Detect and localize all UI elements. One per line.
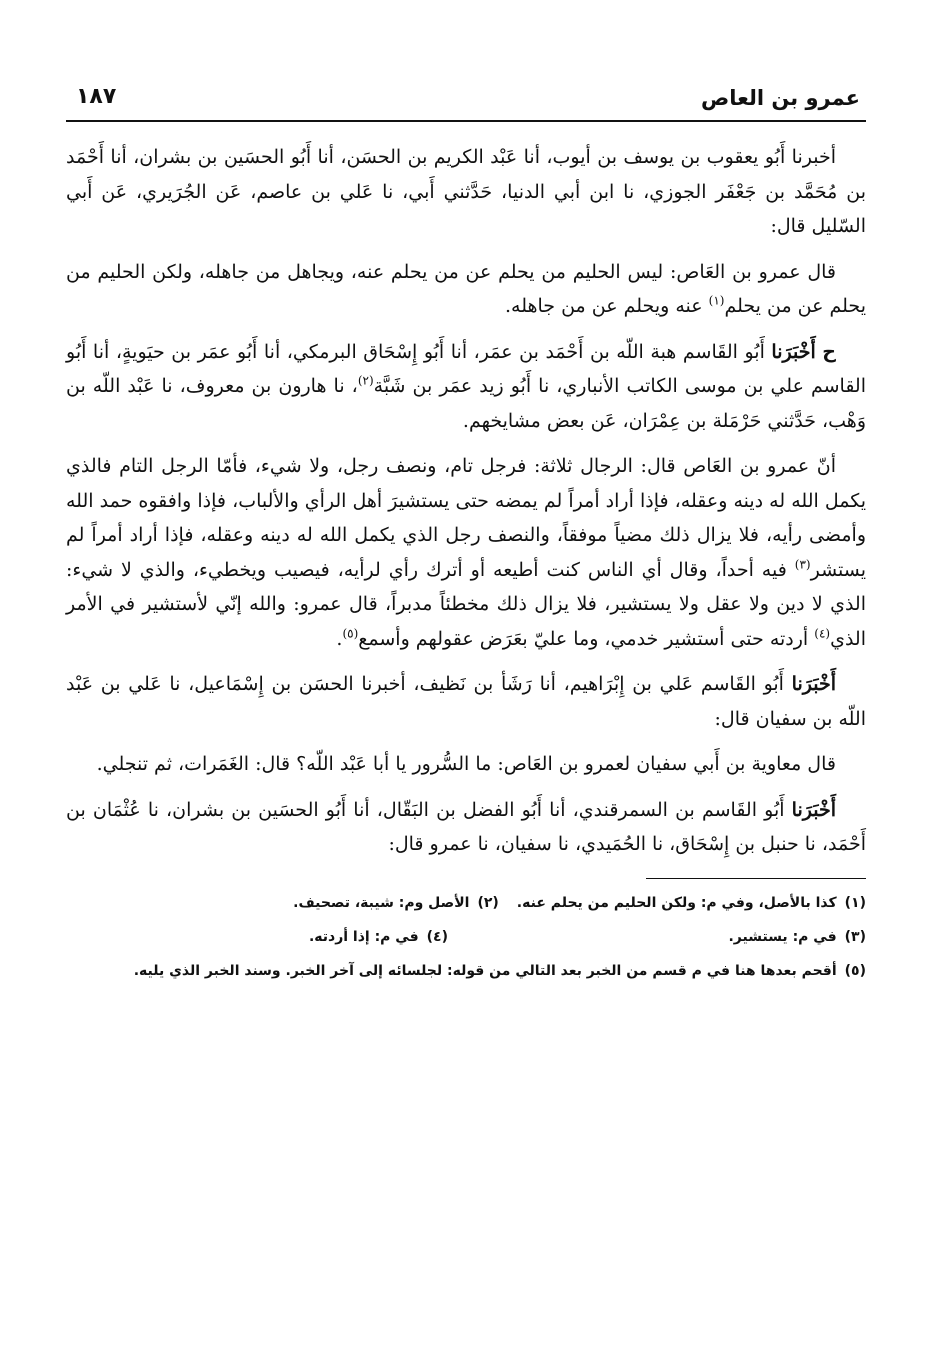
footnote-ref-1: (١) <box>708 293 725 308</box>
hadith-transition-sign: ح <box>822 340 836 363</box>
footnote-ref-3: (٣) <box>794 557 811 572</box>
footnote-ref-4: (٤) <box>814 626 831 641</box>
paragraph-4 <box>66 449 866 656</box>
footnote-number: (١) <box>844 894 866 911</box>
footnote-text: الأصل وم: شيبة، تصحيف. <box>293 894 470 911</box>
footnote-row <box>66 893 866 913</box>
paragraph-text: أَبُو القَاسم عَلي بن إِبْرَاهيم، أنا رَشَأ بن نَظيف، أخبرنا الحسَن بن إِسْمَاعيل، نا عَلي بن عَبْد اللّه بن سفيان قال: <box>66 673 866 730</box>
footnote-2 <box>293 893 499 913</box>
paragraph-text-tail-3: . <box>336 627 343 650</box>
footnote-ref-2: (٢) <box>357 373 374 388</box>
paragraph-text-tail: فيه أحداً، وقال أي الناس كنت أطيعه أو أترك رأي لرأيه، فيصيب ويخطيء، والذي لا شيء: الذي لا دين ولا عقل ولا يستشير، فلا يزال ذلك مخطئاً مدبراً، قال عمرو: والله إنّي لأستشير في الأمر الذي <box>66 558 866 650</box>
paragraph-text: أَبُو القَاسم هبة اللّه بن أَحْمَد بن عمَر، أنا أَبُو إِسْحَاق البرمكي، أنا أَبُو عمَر بن حيَويةٍ، أنا أَبُو القاسم علي بن موسى الكاتب الأنباري، نا أَبُو زيد عمَر بن شَبَّة <box>66 340 866 397</box>
footnote-number: (٢) <box>477 894 499 911</box>
footnote-text: في م: إذا أردته. <box>308 928 419 945</box>
running-header <box>66 78 866 122</box>
footnote-ref-5: (٥) <box>342 626 359 641</box>
book-page <box>66 78 866 1308</box>
footnote-number: (٥) <box>844 962 866 979</box>
paragraph-5 <box>66 667 866 736</box>
running-title: عمرو بن العاص <box>700 86 860 110</box>
footnote-number: (٣) <box>844 928 866 945</box>
footnote-5 <box>134 961 866 981</box>
paragraph-text: أنّ عمرو بن العَاص قال: الرجال ثلاثة: فرجل تام، ونصف رجل، ولا شيء، فأمّا الرجل التام فالذي يكمل الله له دينه وعقله، فإذا أراد أمراً لم يمضه حتى يستشيرَ أهل الرأي والألباب، فإذا وافقوه حمد الله وأمضى رأيه، فلا يزال ذلك مضياً موفقاً، والنصف رجل الذي يكمل الله له دينه وعقله، فإذا أراد أمراً لم يستشر <box>66 455 866 581</box>
footnote-4 <box>309 927 448 947</box>
paragraph-lead: أَخْبَرَنا <box>791 798 836 821</box>
paragraph-1 <box>66 140 866 244</box>
paragraph-lead: أَخْبَرَنا <box>771 340 816 363</box>
footnote-divider <box>646 878 866 879</box>
paragraph-2 <box>66 255 866 324</box>
paragraph-6 <box>66 747 866 782</box>
paragraph-text: أخبرنا أَبُو يعقوب بن يوسف بن أيوب، أنا عَبْد الكريم بن الحسَن، أنا أَبُو الحسَين بن بشران، أنا أَحْمَد بن مُحَمَّد بن جَعْفَر الجوزي، نا ابن أبي الدنيا، حَدَّثني أَبي، نا عَلي بن عاصم، عَن الجُرَيري، عَن أَبي السّليل قال: <box>66 146 866 237</box>
paragraph-text-tail-2: أردته حتى أستشير خدمي، وما عليّ بعَرَض عقولهم وأسمع <box>358 627 815 650</box>
body-text <box>66 140 866 862</box>
footnote-number: (٤) <box>426 928 448 945</box>
page-number: ١٨٧ <box>76 84 117 109</box>
paragraph-7 <box>66 793 866 862</box>
footnote-row <box>66 927 866 947</box>
footnote-3 <box>466 927 866 947</box>
footnote-row <box>66 961 866 981</box>
footnote-text: أقحم بعدها هنا في م قسم من الخبر بعد التالي من قوله: لجلسائه إلى آخر الخبر. وسند الخبر الذي يليه. <box>133 962 837 979</box>
footnote-text: كذا بالأصل، وفي م: ولكن الحليم من يحلم عنه. <box>516 894 837 911</box>
footnote-text: في م: يستشير. <box>728 928 837 945</box>
paragraph-text-tail: ، نا هارون بن معروف، نا عَبْد اللّه بن وَهْب، حَدَّثني حَرْمَلة بن عِمْرَان، عَن بعض مشايخهم. <box>66 375 866 432</box>
paragraph-text-tail: عنه ويحلم عن من جاهله. <box>504 295 709 317</box>
paragraph-text: قال عمرو بن العَاص: ليس الحليم من يحلم عن من يحلم عنه، ويجاهل من جاهله، ولكن الحليم من يحلم عن من يحلم <box>66 260 866 317</box>
paragraph-text: قال معاوية بن أَبي سفيان لعمرو بن العَاص: ما السُّرور يا أبا عَبْد اللّه؟ قال: الغَمَرات، ثم تنجلي. <box>96 753 836 775</box>
paragraph-text: أَبُو القَاسم بن السمرقندي، أنا أَبُو الفضل بن البَقّال، أنا أَبُو الحسَين بن بشران، نا عُثْمَان بن أَحْمَد، نا حنبل بن إِسْحَاق، نا الحُمَيدي، نا سفيان، نا عمرو قال: <box>66 798 866 855</box>
footnote-1 <box>517 893 866 913</box>
paragraph-lead: أَخْبَرَنا <box>791 673 836 695</box>
paragraph-3 <box>66 335 866 439</box>
footnotes <box>66 893 866 981</box>
